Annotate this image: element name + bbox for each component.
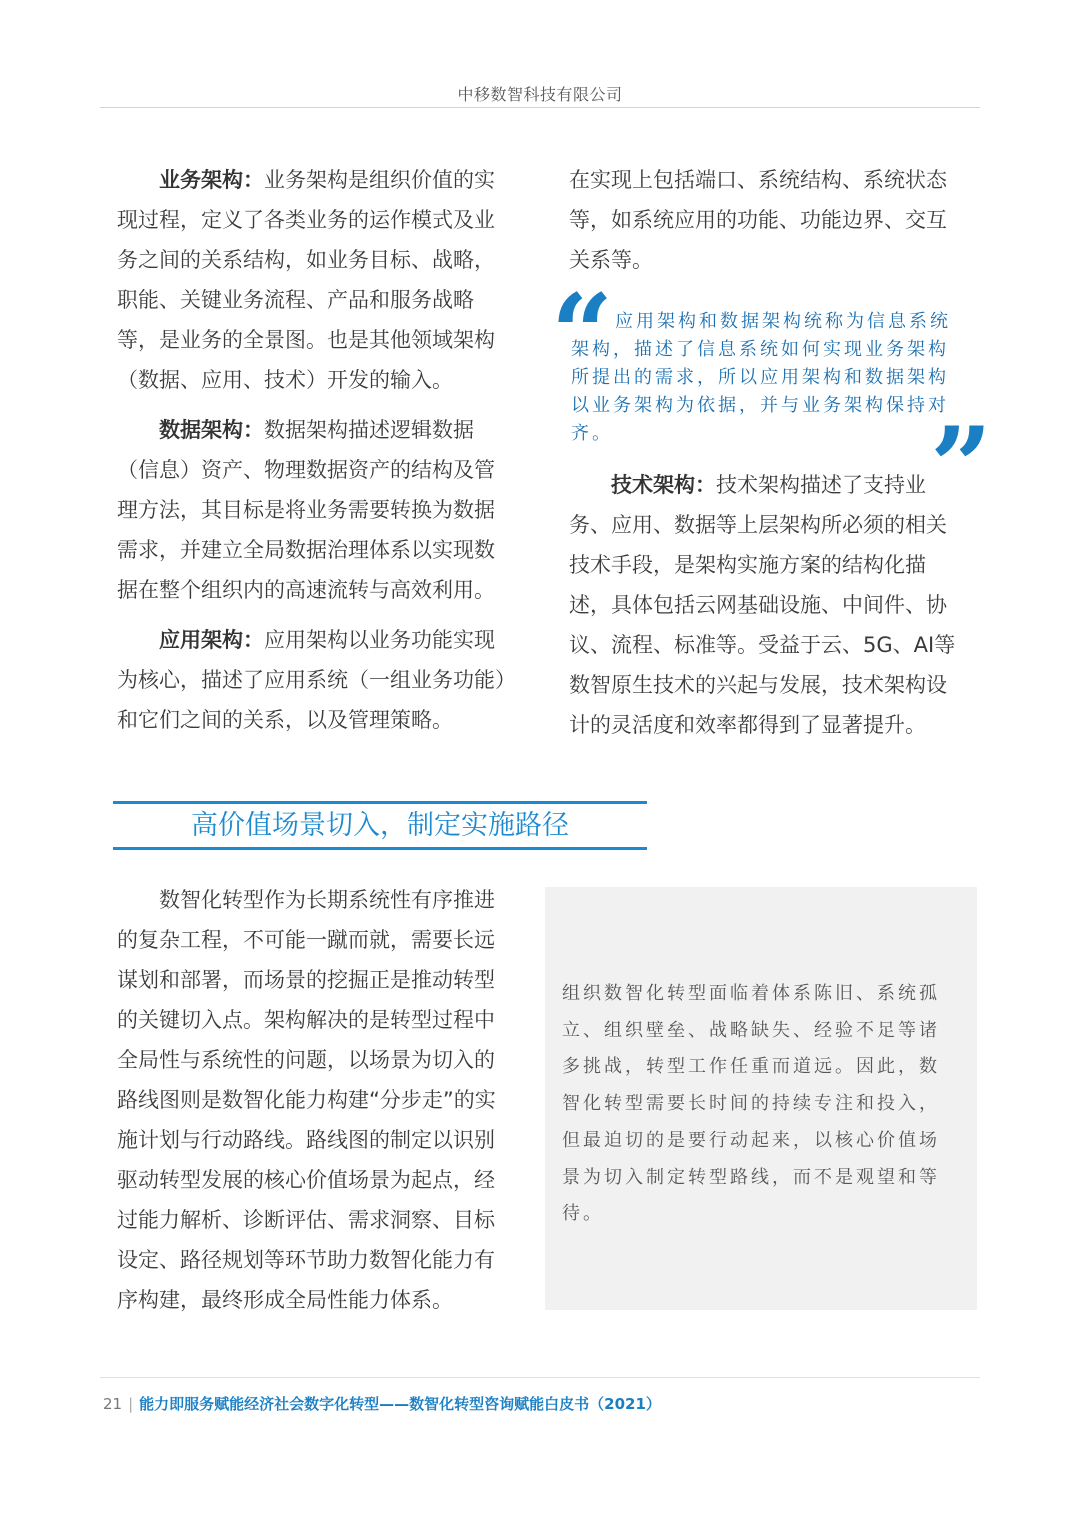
left-column xyxy=(117,160,512,740)
business-architecture-paragraph xyxy=(117,160,512,400)
application-architecture-paragraph xyxy=(117,620,512,740)
section-body-text: 数智化转型作为长期系统性有序推进的复杂工程，不可能一蹴而就，需要长远谋划和部署，而场景的挖掘正是推动转型的关键切入点。架构解决的是转型过程中全局性与系统性的问题，以场景为切入的路线图则是数智化能力构建“分步走”的实施计划与行动路线。路线图的制定以识别驱动转型发展的核心价值场景为起点，经过能力解析、诊断评估、需求洞察、目标设定、路径规划等环节助力数智化能力有序构建，最终形成全局性能力体系。 xyxy=(117,888,496,1312)
data-architecture-text: 数据架构描述逻辑数据（信息）资产、物理数据资产的结构及管理方法，其目标是将业务需要转换为数据需求，并建立全局数据治理体系以实现数据在整个组织内的高速流转与高效利用。 xyxy=(117,418,495,602)
page-footer xyxy=(103,1393,661,1415)
section-heading-top-rule xyxy=(113,801,647,804)
pull-quote-text: 应用架构和数据架构统称为信息系统架构，描述了信息系统如何实现业务架构所提出的需求，所以应用架构和数据架构以业务架构为依据，并与业务架构保持对齐。 xyxy=(571,311,951,444)
technology-architecture-text: 技术架构描述了支持业务、应用、数据等上层架构所必须的相关技术手段，是架构实施方案的结构化描述，具体包括云网基础设施、中间件、协议、流程、标准等。受益于云、5G、AI等数智原生技术的兴起与发展，技术架构设计的灵活度和效率都得到了显著提升。 xyxy=(569,473,956,737)
section-heading-bottom-rule xyxy=(113,847,647,850)
data-architecture-paragraph xyxy=(117,410,512,610)
header-company-name: 中移数智科技有限公司 xyxy=(457,85,623,104)
page-number: 21 xyxy=(103,1395,123,1413)
close-quote-icon: ” xyxy=(930,404,993,530)
footer-divider xyxy=(100,1377,980,1378)
technology-architecture-column xyxy=(569,465,964,745)
application-architecture-continuation: 在实现上包括端口、系统结构、系统状态等，如系统应用的功能、功能边界、交互关系等。 xyxy=(569,168,947,272)
section-body-column xyxy=(117,880,512,1320)
application-architecture-text: 应用架构以业务功能实现为核心，描述了应用系统（一组业务功能）和它们之间的关系，以及管理策略。 xyxy=(117,628,506,732)
business-architecture-term: 业务架构： xyxy=(159,168,264,192)
footer-separator: | xyxy=(128,1395,134,1413)
data-architecture-term: 数据架构： xyxy=(159,418,264,442)
right-column-continuation xyxy=(569,160,964,280)
technology-architecture-term: 技术架构： xyxy=(611,473,716,497)
document-title: 能力即服务赋能经济社会数字化转型——数智化转型咨询赋能白皮书（2021） xyxy=(139,1395,661,1413)
application-architecture-term: 应用架构： xyxy=(159,628,264,652)
header-divider xyxy=(100,107,980,108)
business-architecture-text: 业务架构是组织价值的实现过程，定义了各类业务的运作模式及业务之间的关系结构，如业务目标、战略，职能、关键业务流程、产品和服务战略等，是业务的全景图。也是其他领域架构（数据、应用、技术）开发的输入。 xyxy=(117,168,495,392)
technology-architecture-paragraph xyxy=(569,465,964,745)
section-heading: 高价值场景切入，制定实施路径 xyxy=(191,810,569,841)
callout-text: 组织数智化转型面临着体系陈旧、系统孤立、组织壁垒、战略缺失、经验不足等诸多挑战，转型工作任重而道远。因此，数智化转型需要长时间的持续专注和投入，但最迫切的是要行动起来，以核心价值场景为切入制定转型路线，而不是观望和等待。 xyxy=(562,983,940,1225)
open-quote-icon: “ xyxy=(551,271,614,397)
